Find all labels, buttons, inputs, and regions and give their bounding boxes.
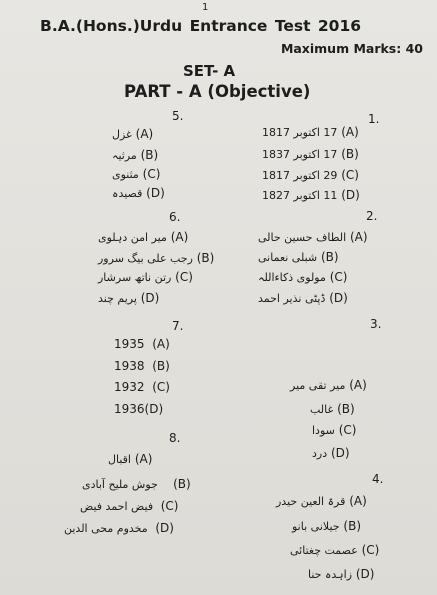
option-text: 1935 [114, 337, 145, 351]
option-text: فیض احمد فیض [80, 500, 154, 513]
option-text: رجب علی بیگ سرور [98, 252, 193, 265]
option-label: (C) [142, 167, 161, 181]
option-a [98, 230, 188, 248]
option-c [98, 270, 193, 288]
option-b [258, 250, 339, 268]
question-number: 2. [366, 209, 378, 223]
option-d [312, 446, 350, 464]
option-label: (A) [170, 230, 189, 244]
option-text: میر امن دہلوی [98, 231, 167, 244]
option-label: (D) [144, 402, 164, 416]
option-d [98, 291, 159, 309]
option-label: (C) [338, 423, 357, 437]
option-text: جوش ملیح آبادی [82, 478, 158, 491]
option-label: (B) [320, 250, 339, 264]
option-text: عصمت چغتائی [290, 544, 358, 557]
option-text: مثنوی [112, 168, 139, 181]
maximum-marks: Maximum Marks: 40 [280, 41, 423, 56]
option-label: (D) [330, 446, 350, 460]
option-d [308, 567, 374, 585]
option-label: (A) [341, 125, 359, 139]
option-b [82, 477, 191, 495]
option-text: اقبال [108, 453, 131, 466]
option-d [112, 186, 165, 204]
option-label: (A) [349, 378, 367, 392]
option-text: سودا [312, 424, 335, 437]
option-text: زاہدہ حنا [308, 568, 352, 581]
option-d [114, 402, 163, 420]
option-text: 1936 [114, 402, 145, 416]
option-a [276, 494, 367, 512]
option-text: 29 اکتوبر 1817 [262, 169, 338, 182]
option-label: (C) [341, 168, 359, 182]
set-label: SET- A [183, 62, 236, 80]
option-text: قصیدہ [112, 187, 143, 200]
part-label: PART - A (Objective) [124, 82, 311, 101]
option-text: غزل [112, 128, 132, 141]
option-d [64, 521, 174, 539]
option-c [112, 167, 160, 185]
option-text: رتن ناتھ سرشار [98, 271, 172, 284]
option-c [114, 380, 170, 398]
option-text: جیلانی بانو [292, 520, 340, 533]
exam-title: B.A.(Hons.)Urdu Entrance Test 2016 [40, 17, 362, 35]
option-text: غالب [310, 403, 334, 416]
option-a [290, 378, 367, 396]
option-c [262, 168, 359, 186]
option-b [310, 402, 355, 420]
option-label: (D) [155, 521, 174, 535]
option-b [292, 519, 361, 537]
option-label: (B) [140, 148, 159, 162]
option-text: مرثیہ [112, 149, 137, 162]
page-number: 1 [202, 2, 209, 13]
option-text: شبلی نعمانی [258, 251, 318, 264]
option-label: (A) [349, 494, 367, 508]
option-b [114, 359, 170, 377]
option-label: (C) [152, 380, 170, 394]
option-b [112, 148, 158, 166]
option-label: (A) [134, 452, 153, 466]
option-text: 1932 [114, 380, 145, 394]
option-a [108, 452, 152, 470]
option-a [112, 127, 153, 145]
option-label: (C) [361, 543, 380, 557]
option-text: درد [312, 447, 328, 460]
option-c [80, 499, 178, 517]
question-number: 6. [169, 210, 181, 224]
option-label: (D) [355, 567, 375, 581]
option-label: (C) [160, 499, 179, 513]
option-label: (C) [329, 270, 348, 284]
option-label: (D) [329, 291, 348, 305]
option-text: 17 اکتوبر 1837 [262, 148, 338, 161]
question-number: 8. [169, 431, 181, 445]
question-number: 1. [368, 112, 380, 126]
option-label: (D) [140, 291, 160, 305]
option-label: (B) [173, 477, 191, 491]
option-label: (A) [135, 127, 154, 141]
option-d [258, 291, 348, 309]
question-number: 5. [172, 109, 184, 123]
option-a [262, 125, 359, 143]
option-label: (D) [146, 186, 165, 200]
question-number: 4. [372, 472, 384, 486]
option-label: (B) [196, 251, 215, 265]
option-text: قرۃ العین حیدر [276, 495, 346, 508]
option-a [258, 230, 368, 248]
option-text: میر تقی میر [290, 379, 346, 392]
option-text: الطاف حسین حالی [258, 231, 347, 244]
option-text: ڈپٹی نذیر احمد [258, 292, 326, 305]
option-label: (B) [343, 519, 362, 533]
option-label: (A) [152, 337, 170, 351]
question-number: 7. [172, 319, 184, 333]
option-b [98, 251, 214, 269]
option-label: (D) [341, 188, 360, 202]
option-label: (A) [349, 230, 368, 244]
option-c [290, 543, 379, 561]
option-label: (B) [337, 402, 355, 416]
option-text: پریم چند [98, 292, 137, 305]
option-d [262, 188, 360, 206]
option-label: (B) [341, 147, 359, 161]
option-text: مولوی ذکاءاللہ [258, 271, 326, 284]
option-label: (C) [175, 270, 193, 284]
option-c [312, 423, 356, 441]
option-label: (B) [152, 359, 170, 373]
question-number: 3. [370, 317, 382, 331]
option-text: مخدوم محی الدین [64, 522, 148, 535]
option-text: 1938 [114, 359, 145, 373]
option-b [262, 147, 359, 165]
option-text: 17 اکتوبر 1817 [262, 126, 338, 139]
option-a [114, 337, 170, 355]
option-text: 11 اکتوبر 1827 [262, 189, 338, 202]
option-c [258, 270, 347, 288]
